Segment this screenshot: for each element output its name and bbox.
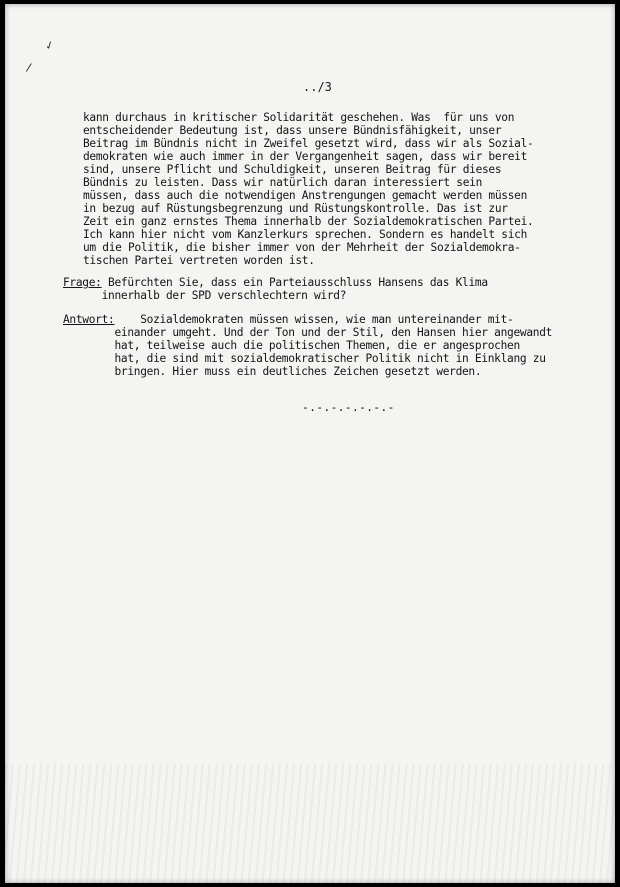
scan-noise xyxy=(5,764,615,883)
text-line: müssen, dass auch die notwendigen Anstrengungen gemacht werden müssen xyxy=(83,189,528,202)
page-number: ../3 xyxy=(303,80,332,94)
text-line: Zeit ein ganz ernstes Thema innerhalb der Sozialdemokratischen Partei. xyxy=(83,215,534,228)
text-line: tischen Partei vertreten worden ist. xyxy=(83,254,315,267)
text-line: innerhalb der SPD verschlechtern wird? xyxy=(63,289,347,302)
text-line: Ich kann hier nicht vom Kanzlerkurs sprechen. Sondern es handelt sich xyxy=(83,228,528,241)
text-line: demokraten wie auch immer in der Vergangenheit sagen, dass wir bereit xyxy=(83,150,528,163)
text-line: einander umgeht. Und der Ton und der Stil, den Hansen hier angewandt xyxy=(63,326,553,339)
text-line: bringen. Hier muss ein deutliches Zeichen gesetzt werden. xyxy=(63,365,482,378)
body-paragraph xyxy=(83,111,533,267)
scan-mark: / xyxy=(25,60,33,75)
text-line xyxy=(63,313,552,326)
answer-block xyxy=(63,313,552,378)
answer-text: Sozialdemokraten müssen wissen, wie man untereinander mit- xyxy=(114,313,514,326)
question-label: Frage: xyxy=(63,276,102,289)
text-line: sind, unsere Pflicht und Schuldigkeit, unseren Beitrag für dieses xyxy=(83,163,502,176)
text-line: um die Politik, die bisher immer von der Mehrheit der Sozialdemokra- xyxy=(83,241,521,254)
text-line: in bezug auf Rüstungsbegrenzung und Rüstungskontrolle. Das ist zur xyxy=(83,202,508,215)
question-text: Befürchten Sie, dass ein Parteiausschluss Hansens das Klima xyxy=(101,276,488,289)
text-line: entscheidender Bedeutung ist, dass unsere Bündnisfähigkeit, unser xyxy=(83,124,502,137)
question-block xyxy=(63,276,488,302)
text-line: hat, teilweise auch die politischen Themen, die er angesprochen xyxy=(63,339,520,352)
closing-mark: -.-.-.-.-.-.- xyxy=(302,400,395,414)
text-line: Beitrag im Bündnis nicht in Zweifel gesetzt wird, dass wir als Sozial- xyxy=(83,137,534,150)
text-line: kann durchaus in kritischer Solidarität geschehen. Was für uns von xyxy=(83,111,515,124)
answer-label: Antwort: xyxy=(63,313,115,326)
document-page xyxy=(5,4,615,883)
scan-mark: ✓ xyxy=(43,37,57,54)
text-line: hat, die sind mit sozialdemokratischer Politik nicht in Einklang zu xyxy=(63,352,546,365)
text-line xyxy=(63,276,488,289)
text-line: Bündnis zu leisten. Dass wir natürlich daran interessiert sein xyxy=(83,176,482,189)
